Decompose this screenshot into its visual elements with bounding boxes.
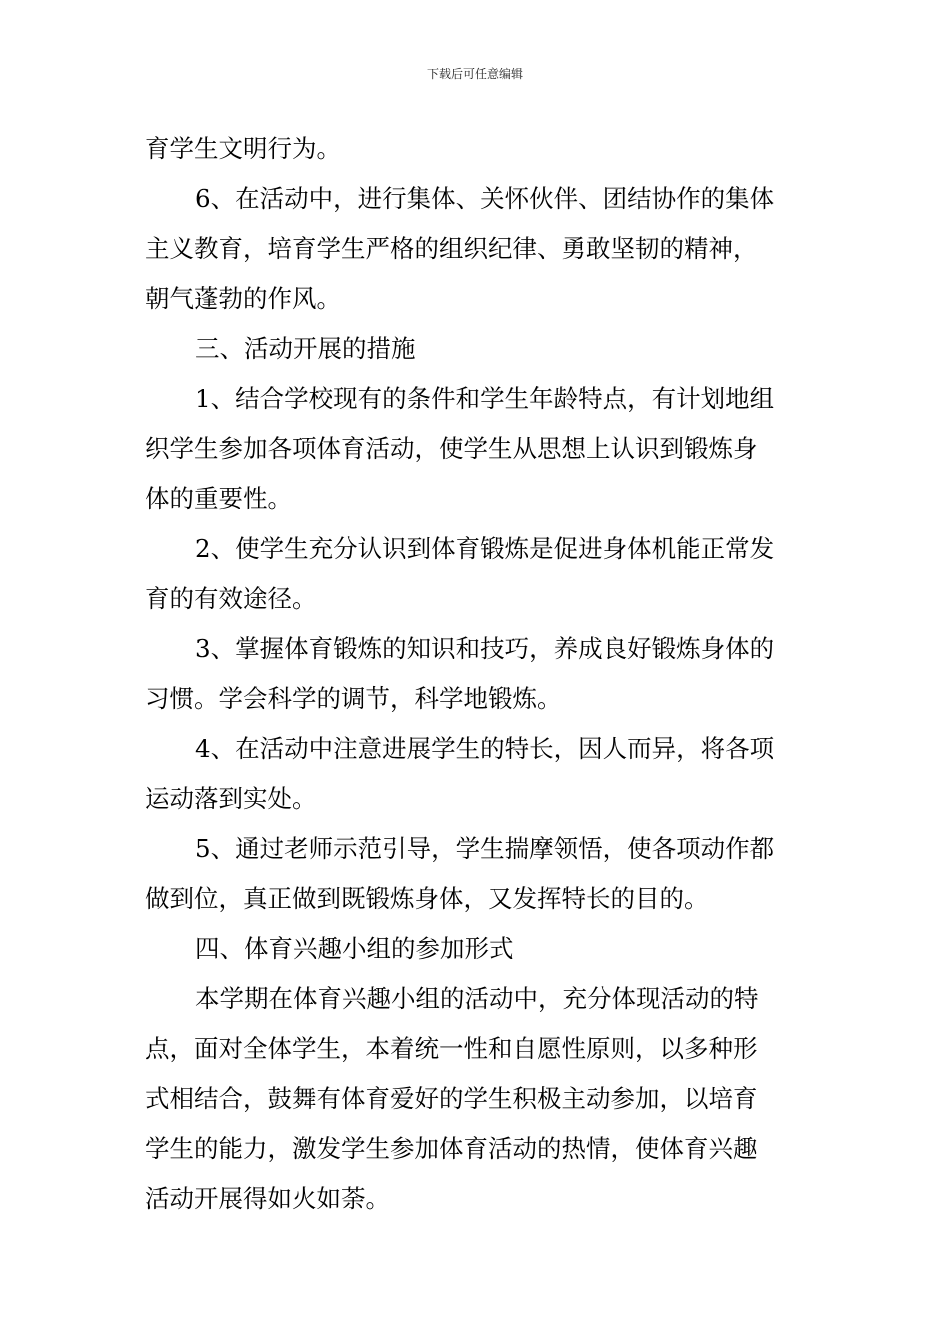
text-line: 学生的能力，激发学生参加体育活动的热情，使体育兴趣	[145, 1134, 758, 1163]
text-line-item-6: 6、在活动中，进行集体、关怀伙伴、团结协作的集体	[195, 184, 775, 213]
text-line: 运动落到实处。	[145, 784, 317, 813]
text-line: 做到位，真正做到既锻炼身体，又发挥特长的目的。	[145, 884, 709, 913]
text-line-item-2: 2、使学生充分认识到体育锻炼是促进身体机能正常发	[195, 534, 775, 563]
text-line-item-3: 3、掌握体育锻炼的知识和技巧，养成良好锻炼身体的	[195, 634, 775, 663]
text-line-item-4: 4、在活动中注意进展学生的特长，因人而异，将各项	[195, 734, 775, 763]
text-line: 体的重要性。	[145, 484, 292, 513]
text-line-paragraph-start: 本学期在体育兴趣小组的活动中，充分体现活动的特	[195, 984, 759, 1013]
text-line: 点，面对全体学生，本着统一性和自愿性原则，以多种形	[145, 1034, 758, 1063]
text-line: 织学生参加各项体育活动，使学生从思想上认识到锻炼身	[145, 434, 758, 463]
section-heading-4: 四、体育兴趣小组的参加形式	[195, 934, 514, 963]
page-header: 下载后可任意编辑	[426, 67, 523, 81]
text-line: 式相结合，鼓舞有体育爱好的学生积极主动参加，以培育	[145, 1084, 758, 1113]
text-line: 主义教育，培育学生严格的组织纪律、勇敢坚韧的精神，	[145, 234, 758, 263]
text-line-item-5: 5、通过老师示范引导，学生揣摩领悟，使各项动作都	[195, 834, 775, 863]
text-line: 朝气蓬勃的作风。	[145, 284, 341, 313]
text-line-item-1: 1、结合学校现有的条件和学生年龄特点，有计划地组	[195, 384, 775, 413]
text-line: 活动开展得如火如荼。	[145, 1184, 390, 1213]
text-line: 习惯。学会科学的调节，科学地锻炼。	[145, 684, 562, 713]
document-body	[145, 124, 813, 1224]
text-line: 育的有效途径。	[145, 584, 317, 613]
text-line-continuation: 育学生文明行为。	[145, 134, 341, 163]
section-heading-3: 三、活动开展的措施	[195, 334, 416, 363]
